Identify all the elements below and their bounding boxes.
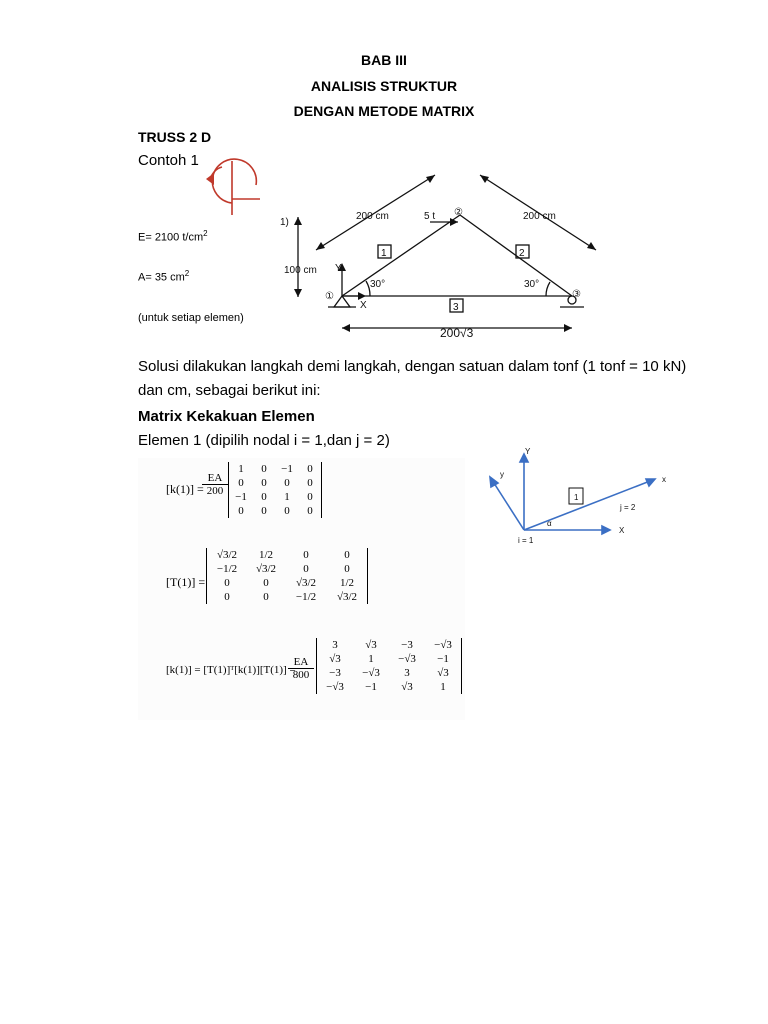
local-element-label: 1 xyxy=(574,493,579,502)
global-y-label: Y xyxy=(525,447,531,456)
k-global-factor-num: EA xyxy=(288,656,314,669)
edge-label: 1) xyxy=(280,217,289,228)
node-2-label: ② xyxy=(454,207,463,218)
element-2-label: 2 xyxy=(519,248,525,259)
chapter-title: BAB III xyxy=(361,52,407,68)
chapter-subtitle-2: DENGAN METODE MATRIX xyxy=(293,103,475,119)
t-matrix-lhs: [T(1)] = xyxy=(166,575,206,589)
base-dim-label: 200√3 xyxy=(440,326,474,340)
alpha-label: α xyxy=(547,519,552,528)
load-label: 5 t xyxy=(424,211,436,222)
section-heading: TRUSS 2 D xyxy=(138,129,212,145)
node-3-label: ③ xyxy=(572,289,581,300)
k-local-factor-den: 200 xyxy=(206,485,224,497)
modulus-value: E= 2100 $t/cm^2$ xyxy=(138,229,208,244)
axis-x-label: X xyxy=(360,300,367,311)
t-matrix: √3/2 1/2 0 0 −1/2 √3/2 0 0 0 0 √3/2 1/2 0 0 −1/2 √3/2 xyxy=(206,548,368,604)
local-x-label: x xyxy=(662,475,666,484)
angle-right-label: 30° xyxy=(524,279,540,290)
element-1-label: 1 xyxy=(381,248,387,259)
element-3-label: 3 xyxy=(453,302,459,313)
node-i-label: i = 1 xyxy=(518,536,534,545)
k-global-factor-den: 800 xyxy=(292,669,310,681)
node-1-label: ① xyxy=(325,291,334,302)
element-note: (untuk setiap elemen) xyxy=(138,312,244,324)
element-1-heading: Elemen 1 (dipilih nodal i = 1,dan j = 2) xyxy=(138,432,390,449)
solution-text-1: Solusi dilakukan langkah demi langkah, dengan satuan dalam tonf (1 tonf = 10 kN) xyxy=(138,358,687,375)
chapter-subtitle: ANALISIS STRUKTUR xyxy=(310,78,458,94)
matrix-equations xyxy=(138,458,465,720)
dim-right-label: 200 cm xyxy=(523,211,556,222)
dim-left-label: 200 cm xyxy=(356,211,389,222)
rotation-icon xyxy=(200,155,265,220)
k-local-factor-num: EA xyxy=(202,472,228,485)
axis-y-label: Y xyxy=(335,263,342,274)
example-label: Contoh 1 xyxy=(138,152,199,169)
node-j-label: j = 2 xyxy=(620,503,636,512)
angle-left-label: 30° xyxy=(370,279,386,290)
local-axis-diagram xyxy=(480,440,680,550)
solution-text-2: dan cm, sebagai berikut ini: xyxy=(138,382,321,399)
truss-diagram xyxy=(278,165,608,350)
global-x-label: X xyxy=(619,526,625,535)
local-y-label: y xyxy=(500,470,504,479)
stiffness-heading: Matrix Kekakuan Elemen xyxy=(138,408,315,425)
k-local-lhs: [k(1)] = xyxy=(166,482,204,496)
height-label: 100 cm xyxy=(284,265,317,276)
area-value: A= 35 $cm^2$ xyxy=(138,269,190,284)
k-local-matrix: 1 0 −1 0 0 0 0 0 −1 0 1 0 0 0 0 0 xyxy=(228,462,322,518)
k-global-lhs: [k(1)] = [T(1)]ᵀ[k(1)][T(1)] = xyxy=(166,664,296,676)
k-global-matrix: 3 √3 −3 −√3 √3 1 −√3 −1 −3 −√3 3 √3 −√3 −1 √3 1 xyxy=(316,638,462,694)
